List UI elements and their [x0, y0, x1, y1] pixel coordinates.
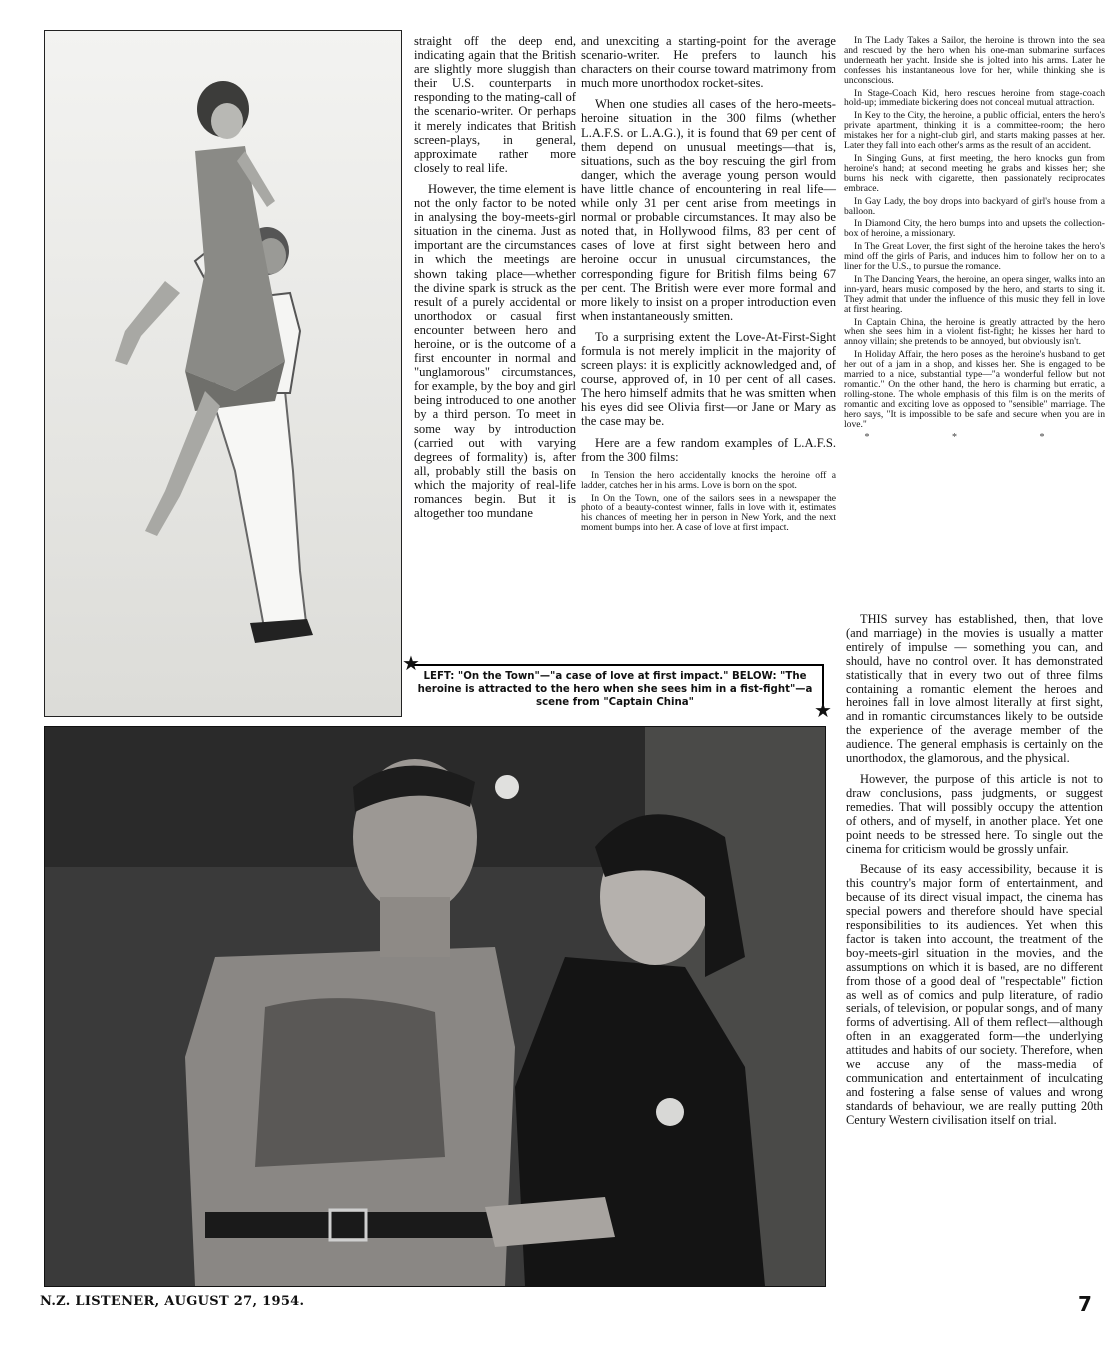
paragraph: straight off the deep end, indicating again that the British are slightly more sluggish than their U.S. counterparts in responding to the mating-call of the scenario-writer. Or perhaps it merely indicates that British screen-plays, in general, approximate rather more closely to real life.: [414, 34, 576, 175]
example-tension: In Tension the hero accidentally knocks the heroine off a ladder, catches her in his arms. Love is born on the spot.: [581, 469, 836, 491]
example-on-the-town: In On the Town, one of the sailors sees in a newspaper the photo of a beauty-contest winner, falls in love with it, estimates his chances of meeting her in person in New York, and the next moment bumps into her. A case of love at first impact.: [581, 492, 836, 534]
page-number: 7: [1078, 1292, 1092, 1316]
example-dancing-years: In The Dancing Years, the heroine, an opera singer, walks into an inn-yard, hears music composed by the hero, and starts to sing it. They admit that under the influence of this music they fell in love at first hearing.: [844, 273, 1105, 315]
example-key-to-the-city: In Key to the City, the heroine, a public official, enters the hero's private apartment, thinking it is a committee-room; the hero mistakes her for a night-club girl, and starts making passes at her. Later they fall into each other's arms as the result of an accident.: [844, 110, 1105, 152]
example-stage-coach-kid: In Stage-Coach Kid, hero rescues heroine from stage-coach hold-up; immediate bickering does not conceal mutual attraction.: [844, 87, 1105, 109]
example-gay-lady: In Gay Lady, the boy drops into backyard of girl's house from a balloon.: [844, 195, 1105, 217]
paragraph: To a surprising extent the Love-At-First-Sight formula is not merely implicit in the majority of screen plays: it is explicitly acknowledged and, of course, approved of, in 10 per cent of all cases. The hero himself admits that he was smitten when his eyes did see Olivia first—or Jane or Mary as the case may be.: [581, 329, 836, 429]
paragraph: However, the purpose of this article is not to draw conclusions, pass judgments, or suggest remedies. That will possibly occupy the attention of others, and of myself, in another place. Yet one point needs to be stressed here. To single out the cinema for criticism would be grossly unfair.: [846, 771, 1103, 856]
star-icon: ★: [402, 651, 420, 675]
example-singing-guns: In Singing Guns, at first meeting, the hero knocks gun from heroine's hand; at second meeting he grabs and kisses her; she burns his neck with cigarette, then passionately reciprocates embrace.: [844, 152, 1105, 194]
star-icon: ★: [814, 698, 832, 722]
paragraph: However, the time element is not the only factor to be noted in analysing the boy-meets-girl situation in the cinema. Just as important are the circumstances in which the meetings are shown taking place—whether the divine spark is struck as the result of a purely accidental or unorthodox or casual first encounter between hero and heroine, or is the outcome of a first encounter in normal and "unglamorous" circumstances, for example, by the boy and girl being introduced to one another by a third person. To meet in some way by introduction (carried out with varying degrees of formality) is, after all, probably still the basis on which the majority of real-life romances begin. But it is altogether too mundane: [414, 181, 576, 521]
article-column-conclusion: [846, 613, 1103, 1135]
article-column-1: [414, 34, 576, 527]
example-great-lover: In The Great Lover, the first sight of the heroine takes the hero's mind off the girls of Paris, and induces him to follow her on to a liner for the U.S., to pursue the romance.: [844, 241, 1105, 273]
photo-captain-china: [44, 726, 826, 1287]
caption-text: LEFT: "On the Town"—"a case of love at first impact." BELOW: "The heroine is attracted to the hero when she sees him in a fist-fight"—a scene from "Captain China": [417, 671, 813, 708]
paragraph: and unexciting a starting-point for the average scenario-writer. He prefers to launch his characters on their course toward matrimony from much more unorthodox rocket-sites.: [581, 34, 836, 91]
example-lady-takes-a-sailor: In The Lady Takes a Sailor, the heroine is thrown into the sea and rescued by the hero when his one-man submarine surfaces underneath her yacht. Inside she is jolted into his arms. Later he confesses his instantaneous love for her, while thinking she is unconscious.: [844, 35, 1105, 86]
page-footer: N.Z. LISTENER, AUGUST 27, 1954.: [40, 1294, 305, 1309]
examples-list: [581, 471, 836, 533]
photo-caption: [402, 651, 832, 722]
examples-column: [844, 36, 1105, 450]
section-separator: * * *: [864, 431, 1085, 443]
paragraph: Here are a few random examples of L.A.F.S. from the 300 films:: [581, 435, 836, 464]
paragraph: THIS survey has established, then, that love (and marriage) in the movies is usually a matter entirely of impulse — something you can, and should, have no control over. It has demonstrated statistically that in every two out of three films containing a romantic element the heroes and heroines fall in love almost literally at first sight, and in romantic circumstances likely to be outside the experience of the average member of the audience. The general emphasis is certainly on the unorthodox, the glamorous, and the physical.: [846, 612, 1103, 766]
example-diamond-city: In Diamond City, the hero bumps into and upsets the collection-box of heroine, a missionary.: [844, 218, 1105, 240]
paragraph: Because of its easy accessibility, because it is this country's major form of entertainment, and because of its direct visual impact, the cinema has special powers and therefore should have special responsibilities to its audiences. Yet when this factor is taken into account, the treatment of the boy-meets-girl situation in the movies, and the assumptions on which it is based, are no different from those of a good deal of "respectable" fiction as well as of comics and pulp literature, of radio serials, of television, or popular songs, and of many forms of advertising. All of them reflect—although often in an exaggerated form—the underlying attitudes and habits of our society. Therefore, when we accuse any of the mass-media of communication and entertainment of inculcating and fostering a false sense of values and wrong standards of behaviour, we are really putting 20th Century Western civilisation itself on trial.: [846, 862, 1103, 1127]
paragraph: When one studies all cases of the hero-meets-heroine situation in the 300 films (whether L.A.F.S. or L.A.G.), it is found that 69 per cent of them depend on unusual meetings—that is, situations, such as the boy rescuing the girl from danger, which the average young person would have little chance of encountering in real life—while only 31 per cent arise from meetings in normal or probable circumstances. It may also be noted that, in Hollywood films, 83 per cent of cases of love at first sight between hero and heroine occur in unusual circumstances, the corresponding figure for British films being 67 per cent. The British were ever more formal and more likely to insist on a proper introduction even when instantaneously smitten.: [581, 97, 836, 323]
photo-on-the-town: [44, 30, 402, 717]
example-captain-china: In Captain China, the heroine is greatly attracted by the hero when she sees him in a violent fist-fight; he kisses her hard to annoy villain; she pretends to be annoyed, but obviously isn't.: [844, 316, 1105, 348]
example-holiday-affair: In Holiday Affair, the hero poses as the heroine's husband to get her out of a jam in a shop, and kisses her. She is engaged to be married to a nice, substantial type—"a wonderful fellow but not romantic." On the other hand, the hero is charming but erratic, a rolling-stone. The whole emphasis of this film is on the merits of romantic and exciting love as opposed to "sensible" marriage. The hero says, "It is impossible to be safe and secure when you are in love.": [844, 349, 1105, 430]
article-column-2: [581, 34, 836, 536]
